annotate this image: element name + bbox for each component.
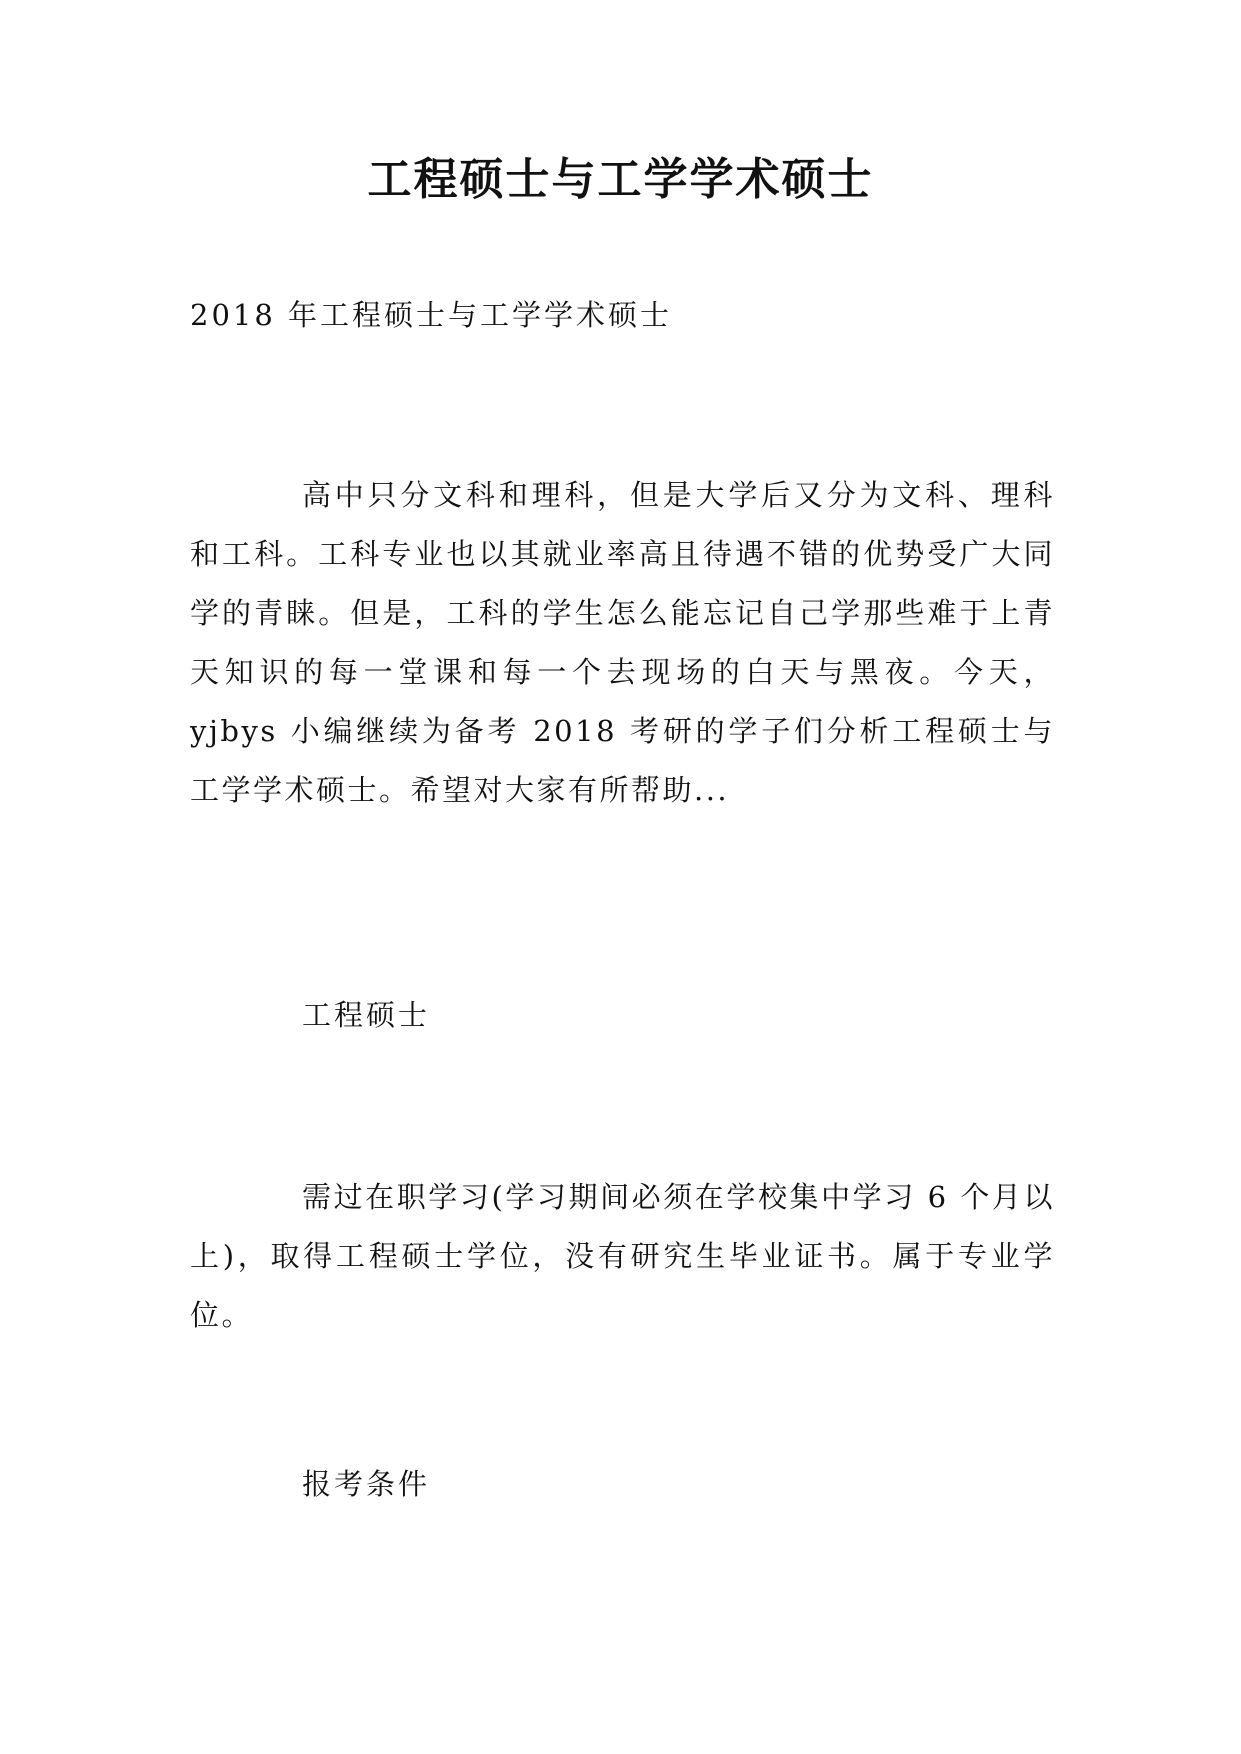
document-subtitle: 2018 年工程硕士与工学学术硕士 <box>190 298 673 332</box>
intro-paragraph: 高中只分文科和理科，但是大学后又分为文科、理科和工科。工科专业也以其就业率高且待遇不错的优势受广大同学的青睐。但是，工科的学生怎么能忘记自己学那些难于上青天知识的每一堂课和每一个去现场的白天与黑夜。今天，yjbys 小编继续为备考 2018 考研的学子们分析工程硕士与工学学术硕士。希望对大家有所帮助... <box>190 478 1055 807</box>
section-heading-engineering-master: 工程硕士 <box>302 998 431 1032</box>
section-heading-requirements: 报考条件 <box>302 1467 431 1501</box>
engineering-master-paragraph: 需过在职学习(学习期间必须在学校集中学习 6 个月以上)，取得工程硕士学位，没有研究生毕业证书。属于专业学位。 <box>190 1180 1055 1332</box>
document-title: 工程硕士与工学学术硕士 <box>367 154 874 205</box>
